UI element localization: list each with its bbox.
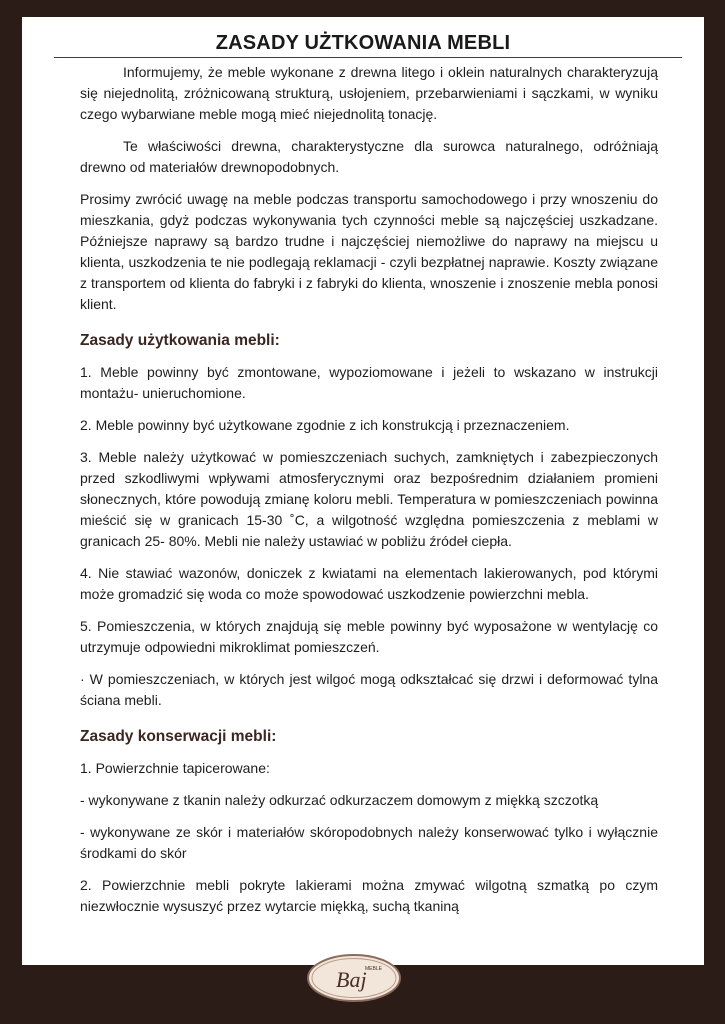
conservation-item-1: 1. Powierzchnie tapicerowane:: [80, 760, 270, 776]
document-title: ZASADY UŻTKOWANIA MEBLI: [215, 32, 511, 54]
document-body: [80, 62, 658, 928]
usage-heading: Zasady użytkowania mebli:: [80, 332, 280, 349]
document-page: [22, 17, 704, 965]
logo-script-text: Baj: [336, 967, 367, 992]
conservation-item-2: - wykonywane z tkanin należy odkurzać odkurzaczem domowym z miękką szczotką: [80, 792, 599, 808]
conservation-item-4: 2. Powierzchnie mebli pokryte lakierami można zmywać wilgotną szmatką po czym niezwłocznie wysuszyć przez wytarcie miękką, suchą tkaniną: [80, 877, 658, 914]
intro-paragraph-2: Te właściwości drewna, charakterystyczne dla surowca naturalnego, odróżniają drewno od materiałów drewnopodobnych.: [80, 138, 658, 175]
intro-paragraph-1: Informujemy, że meble wykonane z drewna litego i oklein naturalnych charakteryzują się niejednolitą, zróżnicowaną strukturą, usłojeniem, przebarwieniami i sączkami, w wyniku czego wybarwiane meble mogą mieć niejednolitą tonację.: [80, 64, 658, 122]
usage-note: · W pomieszczeniach, w których jest wilgoć mogą odkształcać się drzwi i deformować tylna ściana mebli.: [80, 671, 658, 708]
intro-paragraph-3: Prosimy zwrócić uwagę na meble podczas transportu samochodowego i przy wnoszeniu do mieszkania, gdyż podczas wykonywania tych czynności meble są najczęściej uszkadzane. Późniejsze naprawy są bardzo trudne i najczęściej niemożliwe do naprawy na miejscu u klienta, uszkodzenia te nie podlegają reklamacji - czyli bezpłatnej naprawie. Koszty związane z transportem od klienta do fabryki i z fabryki do klienta, wnoszenie i znoszenie mebla ponosi klient.: [80, 191, 658, 312]
usage-item-3: 3. Meble należy użytkować w pomieszczeniach suchych, zamkniętych i zabezpieczonych przed szkodliwymi wpływami atmosferycznymi oraz bezpośrednim działaniem promieni słonecznych, które powodują zmianę koloru mebli. Temperatura w pomieszczeniach powinna mieścić się w granicach 15-30 ˚C, a wilgotność względna pomieszczenia z meblami w granicach 25- 80%. Mebli nie należy ustawiać w pobliżu źródeł ciepła.: [80, 449, 658, 549]
usage-item-5: 5. Pomieszczenia, w których znajdują się meble powinny być wyposażone w wentylację co utrzymuje odpowiedni mikroklimat pomieszczeń.: [80, 618, 658, 655]
usage-item-1: 1. Meble powinny być zmontowane, wypoziomowane i jeżeli to wskazano w instrukcji montażu- unieruchomione.: [80, 364, 658, 401]
conservation-heading: Zasady konserwacji mebli:: [80, 728, 277, 745]
usage-item-4: 4. Nie stawiać wazonów, doniczek z kwiatami na elementach lakierowanych, pod którymi może gromadzić się woda co może spowodować uszkodzenie powierzchni mebla.: [80, 565, 658, 602]
logo-badge-icon: [306, 953, 402, 1003]
conservation-item-3: - wykonywane ze skór i materiałów skóropodobnych należy konserwować tylko i wyłącznie środkami do skór: [80, 824, 658, 861]
title-underline: [54, 57, 682, 58]
brand-logo: [306, 953, 402, 1003]
logo-small-text: MEBLE: [365, 966, 382, 972]
usage-item-2: 2. Meble powinny być użytkowane zgodnie z ich konstrukcją i przeznaczeniem.: [80, 417, 570, 433]
